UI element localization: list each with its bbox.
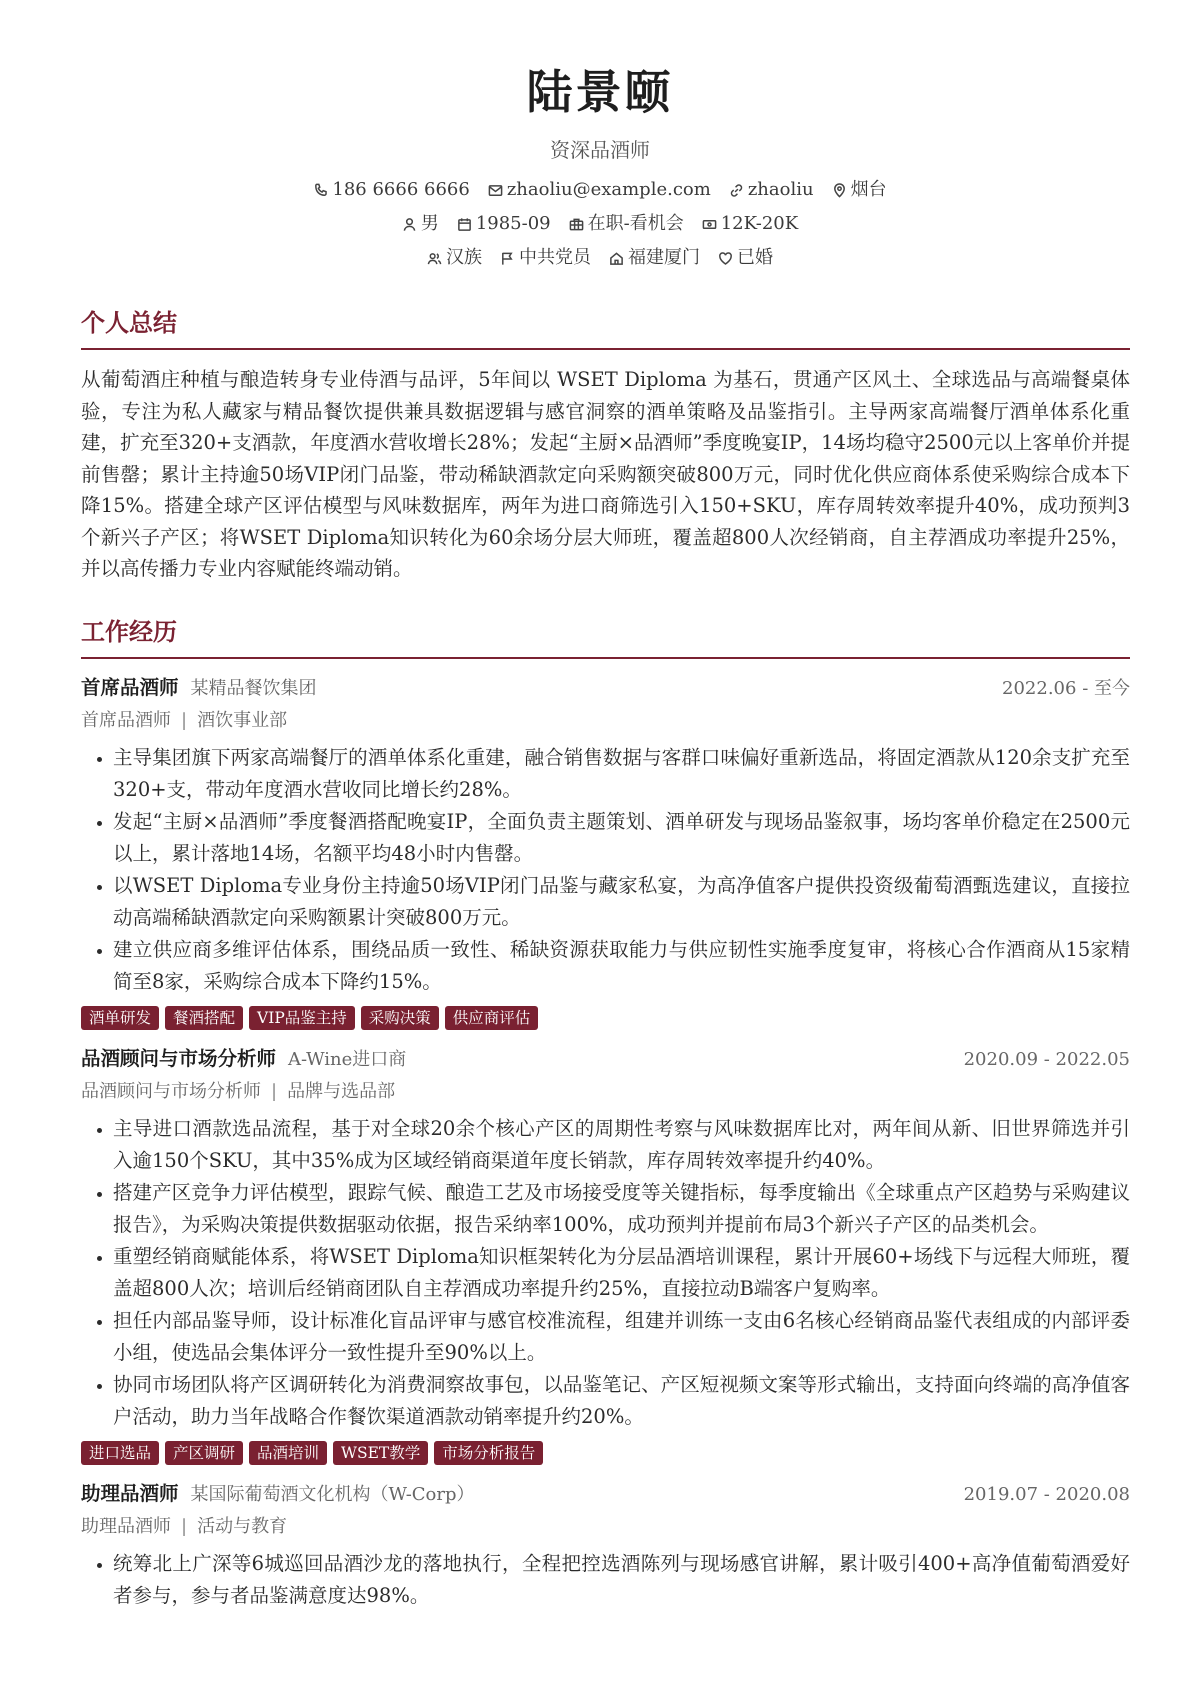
contact-row-2	[0, 210, 1200, 238]
contact-location	[832, 176, 887, 204]
bullet-item: • 重塑经销商赋能体系，将WSET Diploma知识框架转化为分层品酒培训课程，累计开展60+场线下与远程大师班，覆盖超800人次；培训后经销商团队自主荐酒成功率提升约25%，直接拉动B端客户复购率。	[113, 1241, 1130, 1305]
marital-text: 已婚	[737, 247, 773, 268]
job-date: 2019.07 - 2020.08	[963, 1483, 1130, 1505]
job-department: 活动与教育	[197, 1515, 288, 1537]
skill-tag: WSET教学	[333, 1441, 428, 1465]
phone-text: 186 6666 6666	[332, 179, 470, 200]
birth-text: 1985-09	[475, 213, 551, 234]
job-entry	[81, 1044, 1130, 1465]
subtitle-separator: |	[271, 1080, 278, 1102]
bullet-item: • 发起“主厨×品酒师”季度餐酒搭配晚宴IP，全面负责主题策划、酒单研发与现场品鉴叙事，场均客单价稳定在2500元以上，累计落地14场，名额平均48小时内售罄。	[113, 806, 1130, 870]
subtitle-separator: |	[181, 1515, 188, 1537]
job-role: 首席品酒师	[81, 675, 179, 699]
job-header	[81, 1044, 1130, 1075]
location-icon	[832, 183, 847, 198]
info-hometown	[609, 244, 700, 272]
bullet-item: • 以WSET Diploma专业身份主持逾50场VIP闭门品鉴与藏家私宴，为高净值客户提供投资级葡萄酒甄选建议，直接拉动高端稀缺酒款定向采购额累计突破800万元。	[113, 870, 1130, 934]
experience-section	[81, 615, 1130, 1612]
bullet-item: • 统筹北上广深等6城巡回品酒沙龙的落地执行，全程把控选酒陈列与现场感官讲解，累计吸引400+高净值葡萄酒爱好者参与，参与者品鉴满意度达98%。	[113, 1548, 1130, 1612]
job-subtitle	[81, 706, 1130, 736]
job-position: 首席品酒师	[81, 709, 171, 731]
link-icon	[729, 183, 744, 198]
job-role: 助理品酒师	[81, 1481, 179, 1505]
bullet-item: • 担任内部品鉴导师，设计标准化盲品评审与感官校准流程，组建并训练一支由6名核心经销商品鉴代表组成的内部评委小组，使选品会集体评分一致性提升至90%以上。	[113, 1305, 1130, 1369]
job-bullets	[81, 1548, 1130, 1612]
mail-icon	[488, 183, 503, 198]
job-position: 品酒顾问与市场分析师	[81, 1080, 261, 1102]
bullet-item: • 主导进口酒款选品流程，基于对全球20余个核心产区的周期性考察与风味数据库比对，两年间从新、旧世界筛选并引入逾150个SKU，其中35%成为区域经销商渠道年度长销款，库存周转效率提升约40%。	[113, 1113, 1130, 1177]
job-subtitle	[81, 1512, 1130, 1542]
home-icon	[609, 251, 624, 266]
skill-tag: 产区调研	[165, 1441, 243, 1465]
bullet-item: • 搭建产区竞争力评估模型，跟踪气候、酿造工艺及市场接受度等关键指标，每季度输出《全球重点产区趋势与采购建议报告》，为采购决策提供数据驱动依据，报告采纳率100%，成功预判并提前布局3个新兴子产区的品类机会。	[113, 1177, 1130, 1241]
job-entry	[81, 673, 1130, 1030]
summary-text: 从葡萄酒庄种植与酿造转身专业侍酒与品评，5年间以 WSET Diploma 为基石，贯通产区风土、全球选品与高端餐桌体验，专注为私人藏家与精品餐饮提供兼具数据逻辑与感官洞察的酒单策略及品鉴指引。主导两家高端餐厅酒单体系化重建，扩充至320+支酒款，年度酒水营收增长28%；发起“主厨×品酒师”季度晚宴IP，14场均稳守2500元以上客单价并提前售罄；累计主持逾50场VIP闭门品鉴，带动稀缺酒款定向采购额突破800万元，同时优化供应商体系使采购综合成本下降15%。搭建全球产区评估模型与风味数据库，两年为进口商筛选引入150+SKU，库存周转效率提升40%，成功预判3个新兴子产区；将WSET Diploma知识转化为60余场分层大师班，覆盖超800人次经销商，自主荐酒成功率提升25%，并以高传播力专业内容赋能终端动销。	[81, 368, 1130, 580]
job-position: 助理品酒师	[81, 1515, 171, 1537]
experience-heading: 工作经历	[81, 615, 1130, 659]
job-subtitle	[81, 1077, 1130, 1107]
skill-tag: 采购决策	[361, 1006, 439, 1030]
status-text: 在职-看机会	[587, 213, 684, 234]
skill-tags	[81, 1441, 1130, 1465]
bullet-item: • 建立供应商多维评估体系，围绕品质一致性、稀缺资源获取能力与供应韧性实施季度复审，将核心合作酒商从15家精简至8家，采购综合成本下降约15%。	[113, 934, 1130, 998]
ethnicity-text: 汉族	[446, 247, 482, 268]
email-text: zhaoliu@example.com	[506, 179, 711, 200]
gender-text: 男	[420, 213, 439, 234]
skill-tag: 品酒培训	[249, 1441, 327, 1465]
resume-header	[0, 0, 1200, 272]
job-company: 某国际葡萄酒文化机构（W-Corp）	[190, 1483, 475, 1505]
politics-text: 中共党员	[519, 247, 591, 268]
job-header	[81, 673, 1130, 704]
candidate-name: 陆景颐	[526, 65, 674, 119]
group-icon	[427, 251, 442, 266]
skill-tag: VIP品鉴主持	[249, 1006, 355, 1030]
info-birth	[457, 210, 551, 238]
skill-tag: 餐酒搭配	[165, 1006, 243, 1030]
skill-tag: 酒单研发	[81, 1006, 159, 1030]
phone-icon	[313, 183, 328, 198]
salary-text: 12K-20K	[720, 213, 799, 234]
job-department: 品牌与选品部	[287, 1080, 396, 1102]
summary-heading: 个人总结	[81, 306, 1130, 350]
skill-tag: 进口选品	[81, 1441, 159, 1465]
contact-phone[interactable]	[313, 176, 469, 204]
job-company: 某精品餐饮集团	[190, 677, 317, 699]
heart-icon	[718, 251, 733, 266]
contact-row-3	[0, 244, 1200, 272]
flag-icon	[500, 251, 515, 266]
summary-section	[81, 306, 1130, 585]
job-company: A-Wine进口商	[288, 1048, 407, 1070]
skill-tags	[81, 1006, 1130, 1030]
job-department: 酒饮事业部	[197, 709, 288, 731]
info-marital	[718, 244, 773, 272]
job-bullets	[81, 742, 1130, 998]
job-header	[81, 1479, 1130, 1510]
subtitle-separator: |	[181, 709, 188, 731]
info-ethnicity	[427, 244, 482, 272]
job-entry	[81, 1479, 1130, 1612]
job-date: 2022.06 - 至今	[1002, 677, 1130, 699]
info-status	[569, 210, 684, 238]
job-bullets	[81, 1113, 1130, 1433]
bullet-item: • 主导集团旗下两家高端餐厅的酒单体系化重建，融合销售数据与客群口味偏好重新选品，将固定酒款从120余支扩充至320+支，带动年度酒水营收同比增长约28%。	[113, 742, 1130, 806]
briefcase-icon	[569, 217, 584, 232]
job-date: 2020.09 - 2022.05	[963, 1048, 1130, 1070]
info-salary	[702, 210, 798, 238]
skill-tag: 供应商评估	[445, 1006, 539, 1030]
location-text: 烟台	[850, 179, 887, 200]
info-gender	[402, 210, 439, 238]
bullet-item: • 协同市场团队将产区调研转化为消费洞察故事包，以品鉴笔记、产区短视频文案等形式输出，支持面向终端的高净值客户活动，助力当年战略合作餐饮渠道酒款动销率提升约20%。	[113, 1369, 1130, 1433]
info-politics	[500, 244, 591, 272]
hometown-text: 福建厦门	[628, 247, 700, 268]
contact-row-1	[0, 176, 1200, 204]
contact-link[interactable]	[729, 176, 814, 204]
skill-tag: 市场分析报告	[434, 1441, 543, 1465]
person-icon	[402, 217, 417, 232]
candidate-title: 资深品酒师	[550, 138, 650, 162]
calendar-icon	[457, 217, 472, 232]
link-text: zhaoliu	[747, 179, 814, 200]
contact-email[interactable]	[488, 176, 711, 204]
job-role: 品酒顾问与市场分析师	[81, 1046, 277, 1070]
money-icon	[702, 217, 717, 232]
